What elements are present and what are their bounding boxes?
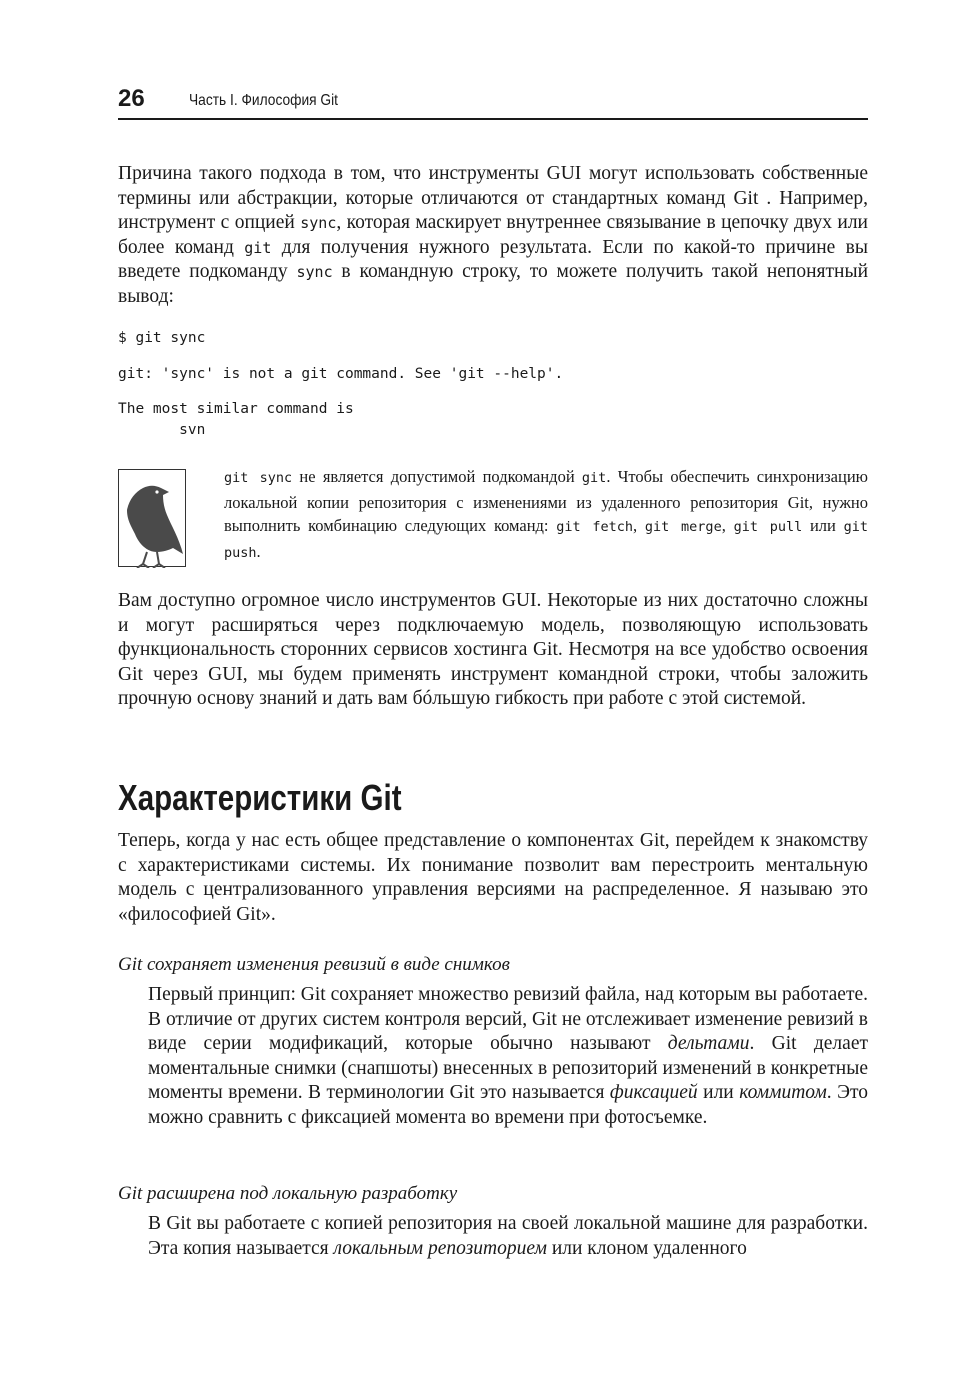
text-run: В Git вы работаете с копией репозитория на своей локальной машине для разработки. Эта копия называется: [148, 1213, 868, 1259]
emphasis: дельтами: [667, 1033, 750, 1055]
text-run: ,: [721, 516, 734, 535]
text-run: . Чтобы обеспечить синхронизацию локальной копии репозитория с изменениями из удаленного репозитория Git, нужно выполнить комбинацию следующих команд:: [224, 467, 868, 535]
text-run: или клоном удаленного: [546, 1237, 747, 1259]
inline-code: git: [581, 470, 607, 486]
inline-code: git sync: [224, 470, 293, 486]
note-box: [118, 469, 868, 577]
code-line-suggestion: The most similar command is svn: [118, 401, 354, 438]
emphasis: коммитом: [739, 1082, 827, 1104]
inline-code: git pull: [733, 519, 803, 535]
running-head: [118, 84, 868, 120]
inline-code: sync: [300, 214, 337, 233]
definition-snapshots: [148, 983, 868, 1131]
inline-code: git push: [224, 519, 869, 561]
inline-code: sync: [296, 263, 333, 282]
text-run: не является допустимой подкомандой: [292, 467, 582, 486]
definition-local-development: [148, 1212, 868, 1261]
note-text: [224, 465, 868, 565]
text-run: , которая маскирует внутреннее связывание в цепочку двух или более команд: [118, 212, 868, 258]
section-heading: Характеристики Git: [118, 777, 402, 818]
code-line-command: $ git sync: [118, 330, 206, 346]
text-run: Причина такого подхода в том, что инструменты GUI могут использовать собственные термины или абстракции, которые отличаются от стандартных команд Git . Например, инструмент с опцией: [118, 163, 868, 234]
inline-code: git merge: [644, 519, 722, 535]
text-run: .: [256, 541, 261, 561]
book-page: [118, 0, 868, 1376]
term-local-development: Git расширена под локальную разработку: [118, 1183, 458, 1204]
term-snapshots: Git сохраняет изменения ревизий в виде снимков: [118, 954, 510, 975]
text-run: или: [802, 516, 844, 535]
text-run: в командную строку, то можете получить такой непонятный вывод:: [118, 261, 869, 307]
text-run: или: [697, 1082, 740, 1104]
page-number: 26: [118, 85, 145, 112]
inline-code: git: [244, 238, 272, 257]
text-run: Первый принцип: Git сохраняет множество ревизий файла, над которым вы работаете. В отличие от других систем контроля версий, Git не отслеживает изменение ревизий в виде серии модификаций, которые обычно называют: [148, 984, 868, 1055]
paragraph-gui-tools: Вам доступно огромное число инструментов GUI. Некоторые из них достаточно сложны и могут расширяться через подключаемую модель, позволяющую использовать функциональность сторонних сервисов хостинга Git. Несмотря на все удобство освоения Git через GUI, мы будем применять инструмент командной строки, чтобы заложить прочную основу знаний и дать вам бóльшую гибкость при работе с этой системой.: [118, 590, 868, 710]
paragraph-gui-terms: [118, 162, 868, 310]
part-title: Часть I. Философия Git: [189, 92, 339, 109]
text-run: для получения нужного результата. Если по какой-то причине вы введете подкоманду: [118, 236, 868, 283]
text-run: . Git делает моментальные снимки (снапшоты) внесенных в репозиторий изменений в конкретные моменты времени. В терминологии Git это называется: [148, 1033, 868, 1104]
inline-code: git fetch: [556, 519, 634, 535]
text-run: ,: [633, 516, 645, 535]
crow-icon: [118, 469, 186, 567]
emphasis: локальным репозиторием: [333, 1237, 547, 1259]
code-line-error: git: 'sync' is not a git command. See 'git --help'.: [118, 366, 564, 382]
paragraph-section-intro: Теперь, когда у нас есть общее представление о компонентах Git, перейдем к знакомству с характеристиками системы. Их понимание позволит вам перестроить ментальную модель с централизованного управления версиями на распределенное. Я называю это «философией Git».: [118, 830, 868, 925]
emphasis: фиксацией: [609, 1082, 698, 1104]
text-run: . Это можно сравнить с фиксацией момента во времени при фотосъемке.: [148, 1082, 868, 1128]
